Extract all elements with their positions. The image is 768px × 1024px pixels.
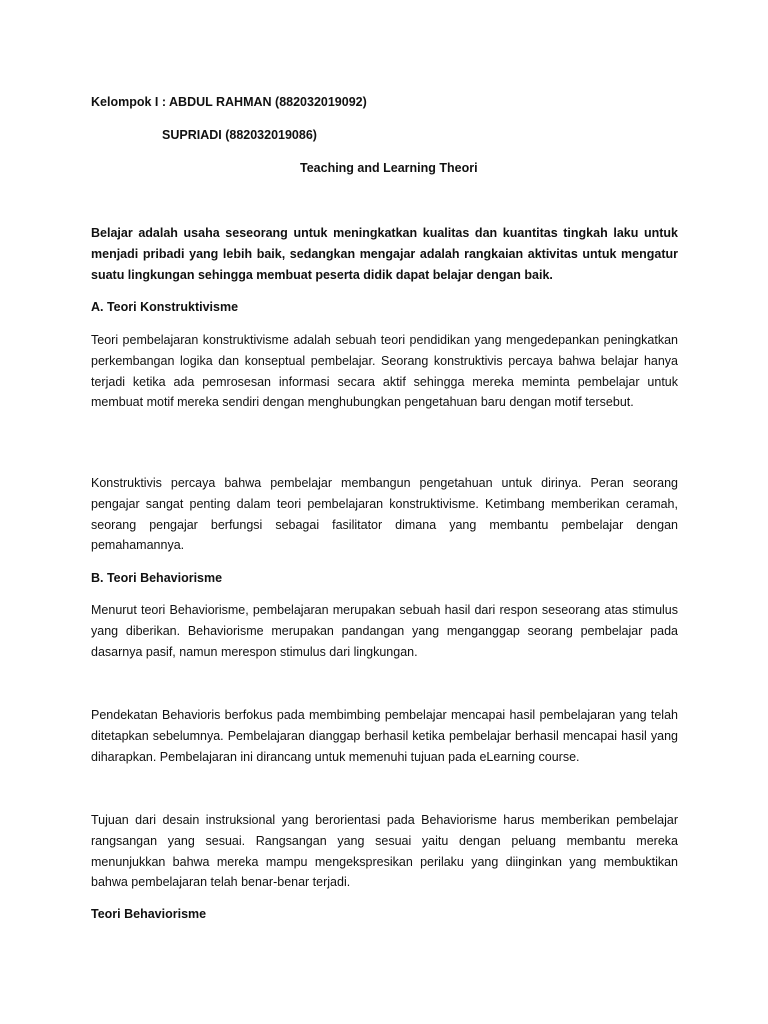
section-b-paragraph-2: Pendekatan Behavioris berfokus pada membimbing pembelajar mencapai hasil pembelajaran yang telah ditetapkan sebelumnya. Pembelajaran dianggap berhasil ketika pembelajar berhasil mencapai hasil yang diharapkan. Pembelajaran ini dirancang untuk memenuhi tujuan pada eLearning course. <box>91 708 678 764</box>
section-b-paragraph-3: Tujuan dari desain instruksional yang berorientasi pada Behaviorisme harus memberikan pembelajar rangsangan yang sesuai. Rangsangan yang sesuai yaitu dengan peluang membantu mereka menunjukkan bahwa mereka mampu mengekspresikan perilaku yang diinginkan yang membuktikan bahwa pembelajaran telah benar-benar terjadi. <box>91 813 678 890</box>
footer-heading: Teori Behaviorisme <box>91 907 207 921</box>
section-a-paragraph-1: Teori pembelajaran konstruktivisme adalah sebuah teori pendidikan yang mengedepankan peningkatkan perkembangan logika dan konseptual pembelajar. Seorang konstruktivis percaya bahwa belajar hanya terjadi ketika ada pemrosesan informasi secara aktif sehingga mereka meminta pembelajar untuk membuat motif mereka sendiri dengan menghubungkan pengetahuan baru dengan motif tersebut. <box>91 333 678 410</box>
member-line: SUPRIADI (882032019086) <box>162 128 317 142</box>
section-a-heading: A. Teori Konstruktivisme <box>91 300 239 314</box>
group-line: Kelompok I : ABDUL RAHMAN (882032019092) <box>91 95 367 109</box>
intro-paragraph: Belajar adalah usaha seseorang untuk meningkatkan kualitas dan kuantitas tingkah laku untuk menjadi pribadi yang lebih baik, sedangkan mengajar adalah rangkaian aktivitas untuk mengatur suatu lingkungan sehingga membuat peserta didik dapat belajar dengan baik. <box>91 226 678 282</box>
section-b-heading: B. Teori Behaviorisme <box>91 571 223 585</box>
document-title: Teaching and Learning Theori <box>300 161 478 175</box>
section-a-paragraph-2: Konstruktivis percaya bahwa pembelajar membangun pengetahuan untuk dirinya. Peran seorang pengajar sangat penting dalam teori pembelajaran konstruktivisme. Ketimbang memberikan ceramah, seorang pengajar berfungsi sebagai fasilitator dimana yang membantu pembelajar dengan pemahamannya. <box>91 476 678 553</box>
section-b-paragraph-1: Menurut teori Behaviorisme, pembelajaran merupakan sebuah hasil dari respon seseorang atas stimulus yang diberikan. Behaviorisme merupakan pandangan yang menganggap seorang pembelajar pada dasarnya pasif, namun merespon stimulus dari lingkungan. <box>91 603 678 659</box>
